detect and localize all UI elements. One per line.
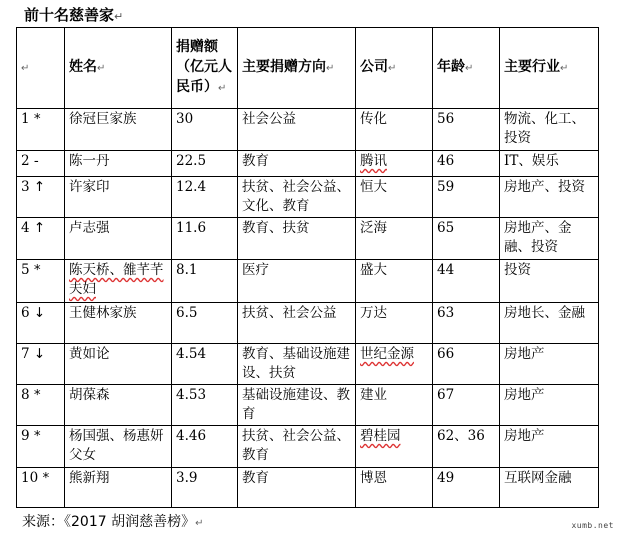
page-title: 前十名慈善家 ↵ <box>24 3 123 27</box>
age-cell <box>433 177 500 218</box>
name-value: 黄如论 <box>69 346 110 362</box>
name-value: 胡葆森 <box>69 387 110 403</box>
company-cell <box>356 218 433 260</box>
direction-cell <box>238 151 356 177</box>
age-cell <box>433 218 500 260</box>
paragraph-mark-icon <box>560 63 568 74</box>
rank-change-indicator: ↓ <box>33 346 46 362</box>
header-rank <box>17 28 65 109</box>
direction-value: 医疗 <box>242 262 269 278</box>
age-cell <box>433 385 500 426</box>
direction-value: 扶贫、社会公益、文化、教育 <box>242 179 350 214</box>
rank-number: 1 <box>21 111 30 127</box>
name-cell <box>65 218 172 260</box>
table-row <box>17 303 599 344</box>
industry-cell <box>500 109 599 151</box>
industry-cell <box>500 468 599 508</box>
table-row <box>17 385 599 426</box>
amount-value: 30 <box>176 111 194 127</box>
age-value: 66 <box>437 346 455 362</box>
paragraph-mark-icon <box>218 83 226 94</box>
amount-cell <box>172 151 238 177</box>
age-cell <box>433 303 500 344</box>
industry-cell <box>500 177 599 218</box>
amount-cell <box>172 260 238 303</box>
company-value: 世纪金源 <box>360 346 414 362</box>
direction-cell <box>238 303 356 344</box>
company-cell <box>356 344 433 385</box>
company-cell <box>356 385 433 426</box>
direction-value: 基础设施建设、教育 <box>242 387 350 422</box>
company-value: 盛大 <box>360 262 387 278</box>
rank-change-indicator: ↑ <box>33 179 46 195</box>
direction-value: 扶贫、社会公益、教育 <box>242 428 350 463</box>
company-value: 恒大 <box>360 179 387 195</box>
industry-cell <box>500 151 599 177</box>
rank-number: 3 <box>21 179 30 195</box>
industry-value: 房地产 <box>504 346 545 362</box>
industry-value: 房地产 <box>504 387 545 403</box>
age-value: 65 <box>437 220 455 236</box>
industry-cell <box>500 385 599 426</box>
amount-cell <box>172 303 238 344</box>
name-value: 王健林家族 <box>69 305 137 321</box>
age-cell <box>433 468 500 508</box>
paragraph-mark-icon <box>195 518 203 529</box>
rank-change-indicator: - <box>33 153 39 169</box>
rank-cell <box>17 218 65 260</box>
age-cell <box>433 344 500 385</box>
direction-value: 教育 <box>242 153 269 169</box>
age-value: 62、36 <box>437 428 485 444</box>
amount-value: 12.4 <box>176 179 207 195</box>
amount-value: 4.46 <box>176 428 207 444</box>
age-value: 46 <box>437 153 455 169</box>
rank-number: 4 <box>21 220 30 236</box>
company-cell <box>356 177 433 218</box>
direction-cell <box>238 109 356 151</box>
age-value: 63 <box>437 305 455 321</box>
table-row <box>17 151 599 177</box>
company-cell <box>356 303 433 344</box>
rank-change-indicator: * <box>33 428 41 444</box>
direction-value: 社会公益 <box>242 111 296 127</box>
rank-number: 8 <box>21 387 30 403</box>
direction-value: 教育、扶贫 <box>242 220 310 236</box>
company-value: 传化 <box>360 111 387 127</box>
rank-cell <box>17 468 65 508</box>
rank-cell <box>17 303 65 344</box>
table-row <box>17 426 599 468</box>
name-value: 徐冠巨家族 <box>69 111 137 127</box>
industry-value: 房地产、投资 <box>504 179 585 195</box>
company-value: 博恩 <box>360 470 387 486</box>
paragraph-mark-icon <box>21 63 29 74</box>
name-value: 杨国强、杨惠妍父女 <box>69 428 164 463</box>
direction-cell <box>238 218 356 260</box>
industry-value: 互联网金融 <box>504 470 572 486</box>
paragraph-mark-icon <box>326 63 334 74</box>
rank-number: 9 <box>21 428 30 444</box>
industry-cell <box>500 303 599 344</box>
amount-value: 11.6 <box>176 220 207 236</box>
company-value: 万达 <box>360 305 387 321</box>
rank-cell <box>17 385 65 426</box>
rank-change-indicator: * <box>33 387 41 403</box>
industry-value: 投资 <box>504 262 531 278</box>
name-cell <box>65 177 172 218</box>
amount-value: 3.9 <box>176 470 198 486</box>
direction-value: 扶贫、社会公益 <box>242 305 337 321</box>
amount-value: 4.54 <box>176 346 207 362</box>
name-cell <box>65 303 172 344</box>
direction-cell <box>238 385 356 426</box>
company-cell <box>356 468 433 508</box>
paragraph-mark-icon <box>114 10 123 23</box>
company-cell <box>356 109 433 151</box>
rank-cell <box>17 260 65 303</box>
name-cell <box>65 344 172 385</box>
industry-value: 房地长、金融 <box>504 305 585 321</box>
age-cell <box>433 109 500 151</box>
amount-cell <box>172 109 238 151</box>
company-value: 碧桂园 <box>360 428 401 444</box>
paragraph-mark-icon <box>97 63 105 74</box>
rank-change-indicator: ↑ <box>33 220 46 236</box>
rank-change-indicator: * <box>42 470 50 486</box>
industry-value: 房地产、金融、投资 <box>504 220 572 255</box>
name-cell <box>65 468 172 508</box>
name-cell <box>65 260 172 303</box>
direction-value: 教育 <box>242 470 269 486</box>
company-cell <box>356 260 433 303</box>
amount-cell <box>172 385 238 426</box>
rank-number: 2 <box>21 153 30 169</box>
direction-cell <box>238 344 356 385</box>
age-cell <box>433 151 500 177</box>
paragraph-mark-icon <box>465 63 473 74</box>
table-row <box>17 260 599 303</box>
age-value: 49 <box>437 470 455 486</box>
name-cell <box>65 151 172 177</box>
amount-value: 4.53 <box>176 387 207 403</box>
table-row <box>17 177 599 218</box>
amount-value: 8.1 <box>176 262 198 278</box>
rank-number: 6 <box>21 305 30 321</box>
amount-cell <box>172 177 238 218</box>
age-value: 59 <box>437 179 455 195</box>
name-cell <box>65 426 172 468</box>
industry-cell <box>500 344 599 385</box>
name-value: 陈天桥、雒芊芊夫妇 <box>69 262 164 297</box>
table-row <box>17 109 599 151</box>
rank-number: 7 <box>21 346 30 362</box>
amount-value: 22.5 <box>176 153 207 169</box>
industry-value: 物流、化工、投资 <box>504 111 585 146</box>
header-row <box>17 28 599 109</box>
name-cell <box>65 109 172 151</box>
age-value: 56 <box>437 111 455 127</box>
industry-value: 房地产 <box>504 428 545 444</box>
company-cell <box>356 426 433 468</box>
source-note: 来源：《2017 胡润慈善榜》 ↵ <box>22 512 203 534</box>
name-cell <box>65 385 172 426</box>
rank-cell <box>17 344 65 385</box>
rank-number: 10 <box>21 470 39 486</box>
header-age: 年龄 ↵ <box>433 28 500 109</box>
table-row <box>17 468 599 508</box>
rank-cell <box>17 426 65 468</box>
rank-number: 5 <box>21 262 30 278</box>
header-company: 公司 ↵ <box>356 28 433 109</box>
amount-cell <box>172 426 238 468</box>
industry-cell <box>500 260 599 303</box>
name-value: 陈一丹 <box>69 153 110 169</box>
header-name: 姓名 ↵ <box>65 28 172 109</box>
rank-change-indicator: ↓ <box>33 305 46 321</box>
amount-cell <box>172 218 238 260</box>
industry-value: IT、娱乐 <box>504 153 559 169</box>
table-row <box>17 344 599 385</box>
direction-cell <box>238 177 356 218</box>
age-cell <box>433 260 500 303</box>
direction-value: 教育、基础设施建设、扶贫 <box>242 346 350 381</box>
header-direction: 主要捐赠方向 ↵ <box>238 28 356 109</box>
philanthropist-table <box>16 27 599 508</box>
name-value: 熊新翔 <box>69 470 110 486</box>
amount-cell <box>172 344 238 385</box>
rank-change-indicator: * <box>33 111 41 127</box>
company-cell <box>356 151 433 177</box>
company-value: 泛海 <box>360 220 387 236</box>
industry-cell <box>500 218 599 260</box>
table-row <box>17 218 599 260</box>
rank-change-indicator: * <box>33 262 41 278</box>
direction-cell <box>238 468 356 508</box>
name-value: 卢志强 <box>69 220 110 236</box>
watermark: xumb.net <box>571 521 614 530</box>
rank-cell <box>17 109 65 151</box>
age-value: 44 <box>437 262 455 278</box>
rank-cell <box>17 151 65 177</box>
header-industry: 主要行业 ↵ <box>500 28 599 109</box>
industry-cell <box>500 426 599 468</box>
age-cell <box>433 426 500 468</box>
amount-value: 6.5 <box>176 305 198 321</box>
rank-cell <box>17 177 65 218</box>
direction-cell <box>238 260 356 303</box>
company-value: 腾讯 <box>360 153 387 169</box>
age-value: 67 <box>437 387 455 403</box>
name-value: 许家印 <box>69 179 110 195</box>
header-amount: 捐赠额（亿元人民币） ↵ <box>172 28 238 109</box>
company-value: 建业 <box>360 387 387 403</box>
direction-cell <box>238 426 356 468</box>
paragraph-mark-icon <box>388 63 396 74</box>
amount-cell <box>172 468 238 508</box>
